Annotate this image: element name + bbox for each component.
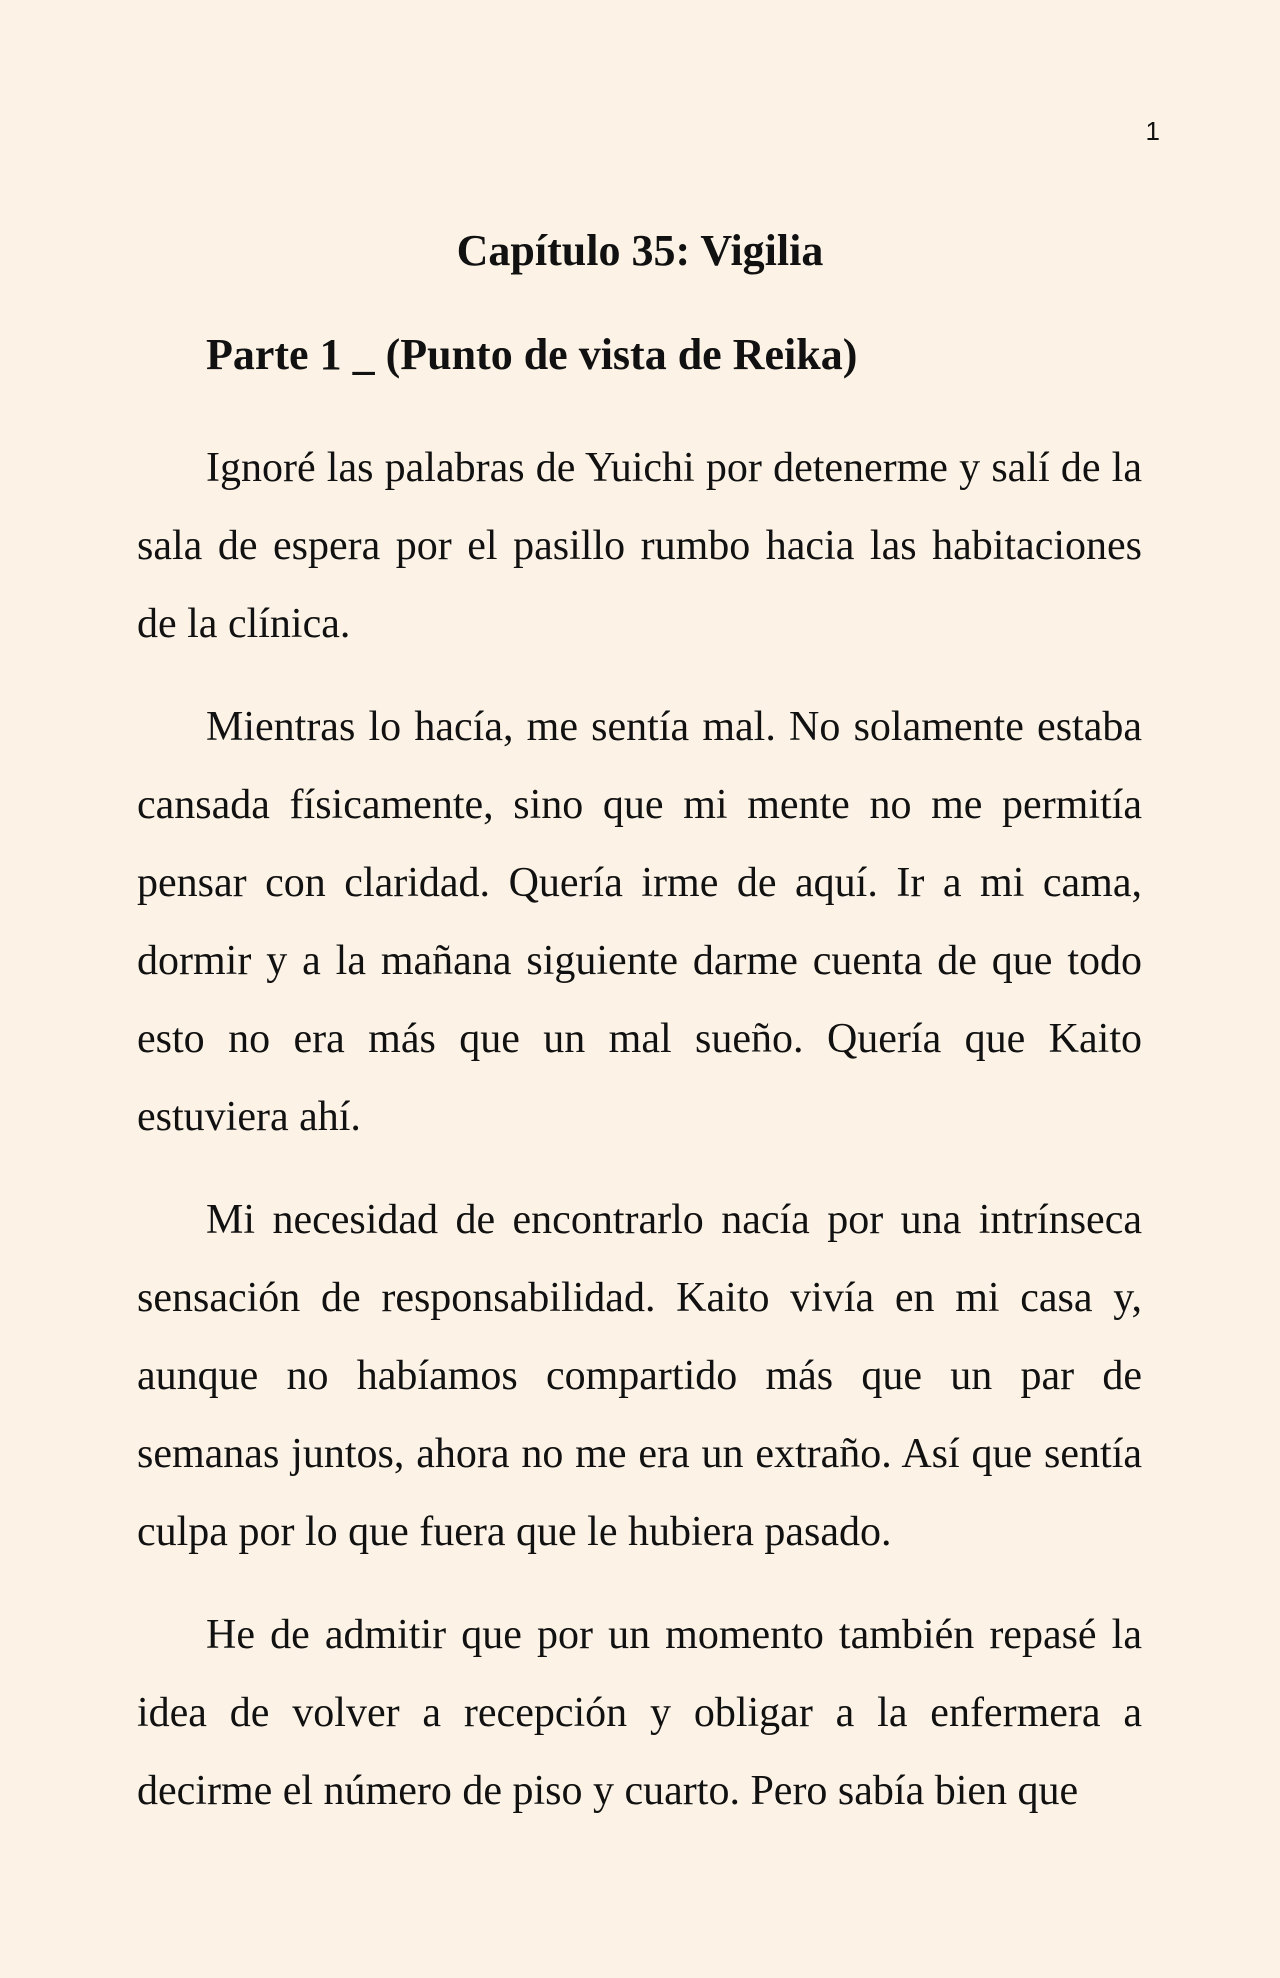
page-number: 1 (1145, 116, 1160, 146)
body-text (137, 429, 1142, 1855)
paragraph: Ignoré las palabras de Yuichi por detenerme y salí de la sala de espera por el pasillo rumbo hacia las habitaciones de la clínica. (137, 445, 1142, 647)
paragraph: Mientras lo hacía, me sentía mal. No solamente estaba cansada físicamente, sino que mi mente no me permitía pensar con claridad. Quería irme de aquí. Ir a mi cama, dormir y a la mañana siguiente darme cuenta de que todo esto no era más que un mal sueño. Quería que Kaito estuviera ahí. (137, 704, 1142, 1140)
part-title: Parte 1 _ (Punto de vista de Reika) (206, 330, 858, 379)
chapter-title: Capítulo 35: Vigilia (456, 226, 824, 275)
paragraph: Mi necesidad de encontrarlo nacía por una intrínseca sensación de responsabilidad. Kaito vivía en mi casa y, aunque no habíamos compartido más que un par de semanas juntos, ahora no me era un extraño. Así que sentía culpa por lo que fuera que le hubiera pasado. (137, 1197, 1142, 1555)
paragraph: He de admitir que por un momento también repasé la idea de volver a recepción y obligar a la enfermera a decirme el número de piso y cuarto. Pero sabía bien que (137, 1612, 1142, 1814)
